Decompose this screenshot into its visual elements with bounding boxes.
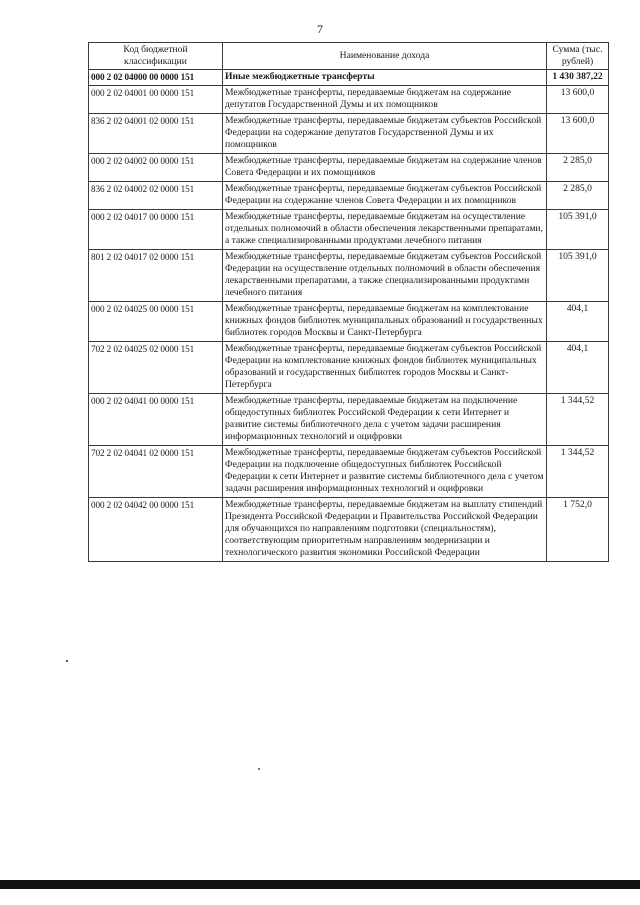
header-code: Код бюджетной классификации xyxy=(89,43,223,70)
cell-name: Межбюджетные трансферты, передаваемые бюджетам субъектов Российской Федерации на содержание депутатов Государственной Думы и их помощников xyxy=(223,114,547,154)
cell-sum: 105 391,0 xyxy=(547,210,609,250)
table-row xyxy=(89,154,609,182)
scan-edge-bar xyxy=(0,880,640,889)
cell-code: 000 2 02 04002 00 0000 151 xyxy=(89,154,223,182)
cell-code: 000 2 02 04001 00 0000 151 xyxy=(89,86,223,114)
cell-name: Межбюджетные трансферты, передаваемые бюджетам на содержание депутатов Государственной Думы и их помощников xyxy=(223,86,547,114)
cell-code: 801 2 02 04017 02 0000 151 xyxy=(89,250,223,302)
cell-name: Межбюджетные трансферты, передаваемые бюджетам на содержание членов Совета Федерации и их помощников xyxy=(223,154,547,182)
table-row xyxy=(89,446,609,498)
table-row xyxy=(89,86,609,114)
table-row xyxy=(89,114,609,154)
cell-sum: 2 285,0 xyxy=(547,154,609,182)
table-row xyxy=(89,302,609,342)
table-row xyxy=(89,182,609,210)
cell-name: Межбюджетные трансферты, передаваемые бюджетам на подключение общедоступных библиотек Российской Федерации к сети Интернет и развитие системы библиотечного дела с учетом задачи расширения информационных технологий и оцифровки xyxy=(223,394,547,446)
cell-name: Иные межбюджетные трансферты xyxy=(223,70,547,86)
table-row xyxy=(89,70,609,86)
cell-name: Межбюджетные трансферты, передаваемые бюджетам на комплектование книжных фондов библиотек муниципальных образований и государственных библиотек городов Москвы и Санкт-Петербурга xyxy=(223,302,547,342)
cell-code: 702 2 02 04025 02 0000 151 xyxy=(89,342,223,394)
table-row xyxy=(89,210,609,250)
table-row xyxy=(89,250,609,302)
cell-name: Межбюджетные трансферты, передаваемые бюджетам на выплату стипендий Президента Российской Федерации и Правительства Российской Федерации для обучающихся по направлениям подготовки (специальностям), соответствующим приоритетным направлениям модернизации и технологического развития экономики Российской Федерации xyxy=(223,498,547,562)
cell-sum: 404,1 xyxy=(547,342,609,394)
cell-code: 836 2 02 04001 02 0000 151 xyxy=(89,114,223,154)
cell-name: Межбюджетные трансферты, передаваемые бюджетам на осуществление отдельных полномочий в области обеспечения лекарственными препаратами, а также специализированными продуктами лечебного питания xyxy=(223,210,547,250)
cell-sum: 13 600,0 xyxy=(547,86,609,114)
scan-speck xyxy=(66,660,68,662)
cell-code: 000 2 02 04042 00 0000 151 xyxy=(89,498,223,562)
cell-sum: 1 430 387,22 xyxy=(547,70,609,86)
table-row xyxy=(89,394,609,446)
revenue-table xyxy=(88,42,609,562)
header-name: Наименование дохода xyxy=(223,43,547,70)
cell-sum: 13 600,0 xyxy=(547,114,609,154)
cell-code: 000 2 02 04017 00 0000 151 xyxy=(89,210,223,250)
cell-name: Межбюджетные трансферты, передаваемые бюджетам субъектов Российской Федерации на подключение общедоступных библиотек Российской Федерации к сети Интернет и развитие системы библиотечного дела с учетом задачи расширения информационных технологий и оцифровки xyxy=(223,446,547,498)
scan-speck xyxy=(258,768,260,770)
cell-code: 000 2 02 04041 00 0000 151 xyxy=(89,394,223,446)
cell-name: Межбюджетные трансферты, передаваемые бюджетам субъектов Российской Федерации на комплектование книжных фондов библиотек муниципальных образований и государственных библиотек городов Москвы и Санкт-Петербурга xyxy=(223,342,547,394)
header-row xyxy=(89,43,609,70)
table-row xyxy=(89,498,609,562)
cell-sum: 105 391,0 xyxy=(547,250,609,302)
header-sum: Сумма (тыс. рублей) xyxy=(547,43,609,70)
table-row xyxy=(89,342,609,394)
cell-code: 836 2 02 04002 02 0000 151 xyxy=(89,182,223,210)
cell-sum: 1 752,0 xyxy=(547,498,609,562)
cell-code: 000 2 02 04025 00 0000 151 xyxy=(89,302,223,342)
table-header xyxy=(89,43,609,70)
cell-sum: 404,1 xyxy=(547,302,609,342)
cell-code: 000 2 02 04000 00 0000 151 xyxy=(89,70,223,86)
cell-code: 702 2 02 04041 02 0000 151 xyxy=(89,446,223,498)
page-number: 7 xyxy=(317,22,323,36)
cell-sum: 1 344,52 xyxy=(547,446,609,498)
cell-sum: 2 285,0 xyxy=(547,182,609,210)
table-body xyxy=(89,70,609,562)
cell-name: Межбюджетные трансферты, передаваемые бюджетам субъектов Российской Федерации на осуществление отдельных полномочий в области обеспечения лекарственными препаратами, а также специализированными продуктами лечебного питания xyxy=(223,250,547,302)
cell-name: Межбюджетные трансферты, передаваемые бюджетам субъектов Российской Федерации на содержание членов Совета Федерации и их помощников xyxy=(223,182,547,210)
cell-sum: 1 344,52 xyxy=(547,394,609,446)
